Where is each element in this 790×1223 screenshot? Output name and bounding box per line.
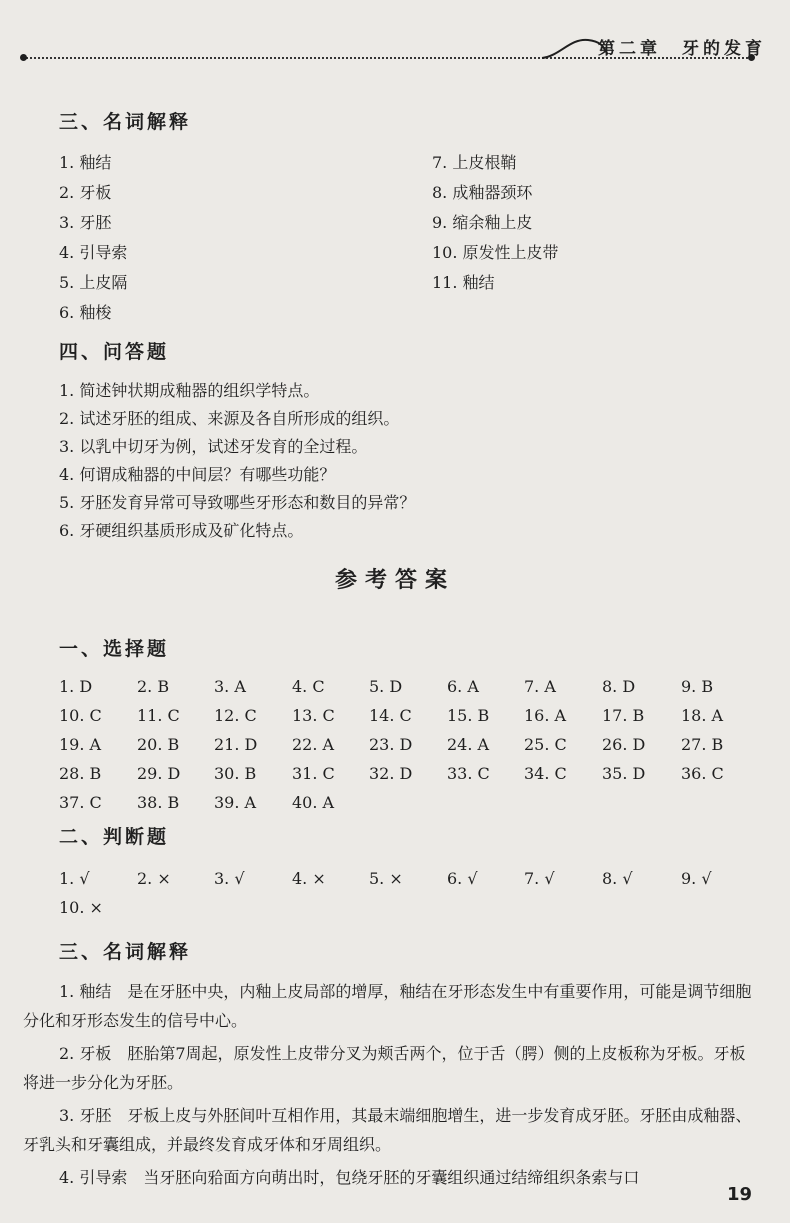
question-item: 2. 试述牙胚的组成、来源及各自所形成的组织。 — [59, 409, 400, 428]
section-heading-choice: 一、选择题 — [59, 638, 170, 660]
term-item: 3. 牙胚 — [59, 213, 112, 232]
choice-answer: 1. D — [59, 677, 93, 696]
judge-answer: 4. × — [292, 869, 326, 888]
choice-answer: 17. B — [602, 706, 645, 725]
choice-answer: 15. B — [447, 706, 490, 725]
choice-answer: 8. D — [602, 677, 636, 696]
choice-answer: 32. D — [369, 764, 413, 783]
judge-answer: 9. √ — [681, 869, 712, 888]
choice-answer: 31. C — [292, 764, 335, 783]
choice-answer: 5. D — [369, 677, 403, 696]
page-number: 19 — [726, 1184, 752, 1205]
judge-answer: 8. √ — [602, 869, 633, 888]
choice-answer: 30. B — [214, 764, 257, 783]
choice-answer: 27. B — [681, 735, 724, 754]
choice-answer: 2. B — [137, 677, 170, 696]
choice-answer: 6. A — [447, 677, 479, 696]
section-heading-definitions: 三、名词解释 — [59, 941, 192, 963]
choice-answer: 9. B — [681, 677, 714, 696]
term-item: 6. 釉梭 — [59, 303, 112, 322]
chapter-title: 第二章 牙的发育 — [598, 39, 766, 59]
question-item: 5. 牙胚发育异常可导致哪些牙形态和数目的异常？ — [59, 493, 416, 512]
question-item: 4. 何谓成釉器的中间层？有哪些功能？ — [59, 465, 336, 484]
choice-answer: 38. B — [137, 793, 180, 812]
term-item: 2. 牙板 — [59, 183, 112, 202]
choice-answer: 23. D — [369, 735, 413, 754]
definition-paragraph: 3. 牙胚 牙板上皮与外胚间叶互相作用，其最末端细胞增生，进一步发育成牙胚。牙胚由成釉器、牙乳头和牙囊组成，并最终发育成牙体和牙周组织。 — [23, 1106, 752, 1154]
term-item: 4. 引导索 — [59, 243, 128, 262]
choice-answer: 36. C — [681, 764, 724, 783]
choice-answer: 11. C — [137, 706, 180, 725]
term-item: 9. 缩余釉上皮 — [432, 213, 533, 232]
choice-answer: 39. A — [214, 793, 257, 812]
judge-answer: 3. √ — [214, 869, 245, 888]
choice-answer: 20. B — [137, 735, 180, 754]
term-item: 8. 成釉器颈环 — [432, 183, 533, 202]
choice-answer: 33. C — [447, 764, 490, 783]
question-item: 1. 简述钟状期成釉器的组织学特点。 — [59, 381, 320, 400]
term-item: 5. 上皮隔 — [59, 273, 128, 292]
question-item: 6. 牙硬组织基质形成及矿化特点。 — [59, 521, 304, 540]
term-item: 7. 上皮根鞘 — [432, 153, 517, 172]
judge-answer: 6. √ — [447, 869, 478, 888]
choice-answer: 24. A — [447, 735, 490, 754]
choice-answer: 21. D — [214, 735, 258, 754]
choice-answer: 29. D — [137, 764, 181, 783]
question-item: 3. 以乳中切牙为例，试述牙发育的全过程。 — [59, 437, 368, 456]
section-heading-terms: 三、名词解释 — [59, 111, 192, 133]
choice-answer: 34. C — [524, 764, 567, 783]
header-rule-dot-left — [20, 54, 27, 61]
choice-answer: 12. C — [214, 706, 257, 725]
choice-answer: 10. C — [59, 706, 102, 725]
choice-answer: 14. C — [369, 706, 412, 725]
judge-answer: 10. × — [59, 898, 103, 917]
judge-answer: 2. × — [137, 869, 171, 888]
judge-answer: 7. √ — [524, 869, 555, 888]
section-heading-judge: 二、判断题 — [59, 826, 170, 848]
choice-answer: 3. A — [214, 677, 246, 696]
choice-answer: 22. A — [292, 735, 335, 754]
choice-answer: 7. A — [524, 677, 556, 696]
judge-answer: 5. × — [369, 869, 403, 888]
term-item: 1. 釉结 — [59, 153, 112, 172]
choice-answer: 16. A — [524, 706, 567, 725]
definition-paragraph: 1. 釉结 是在牙胚中央，内釉上皮局部的增厚，釉结在牙形态发生中有重要作用，可能是调节细胞分化和牙形态发生的信号中心。 — [23, 982, 752, 1030]
choice-answer: 26. D — [602, 735, 646, 754]
definition-paragraph: 4. 引导索 当牙胚向𬌗面方向萌出时，包绕牙胚的牙囊组织通过结缔组织条索与口 — [59, 1168, 640, 1187]
choice-answer: 13. C — [292, 706, 335, 725]
answers-title: 参考答案 — [334, 567, 455, 593]
choice-answer: 28. B — [59, 764, 102, 783]
choice-answer: 19. A — [59, 735, 102, 754]
section-heading-questions: 四、问答题 — [59, 341, 170, 363]
judge-answer: 1. √ — [59, 869, 90, 888]
term-item: 11. 釉结 — [432, 273, 495, 292]
choice-answer: 37. C — [59, 793, 102, 812]
choice-answer: 18. A — [681, 706, 724, 725]
choice-answer: 4. C — [292, 677, 325, 696]
definition-paragraph: 2. 牙板 胚胎第7周起，原发性上皮带分叉为颊舌两个，位于舌（腭）侧的上皮板称为牙板。牙板将进一步分化为牙胚。 — [23, 1044, 746, 1092]
choice-answer: 40. A — [292, 793, 335, 812]
term-item: 10. 原发性上皮带 — [432, 243, 559, 262]
choice-answer: 35. D — [602, 764, 646, 783]
choice-answer: 25. C — [524, 735, 567, 754]
